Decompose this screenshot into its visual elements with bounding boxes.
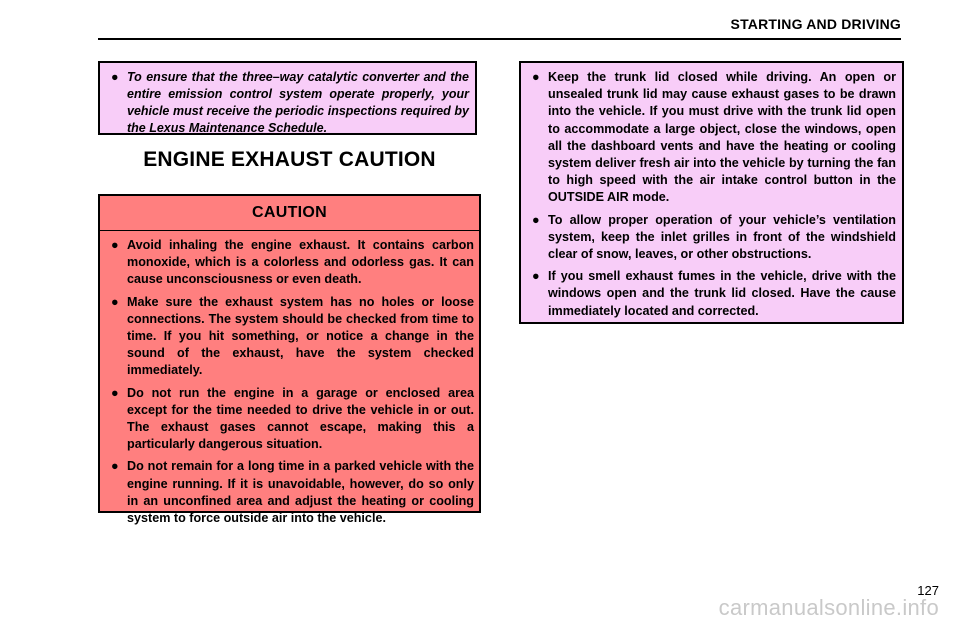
bullet-icon: ● — [111, 385, 119, 400]
list-item — [100, 69, 469, 137]
page-number: 127 — [917, 583, 939, 598]
section-title: ENGINE EXHAUST CAUTION — [143, 148, 436, 171]
emission-note-list — [100, 69, 469, 137]
bullet-icon: ● — [111, 70, 119, 84]
watermark: carmanualsonline.info — [718, 595, 939, 620]
list-item-text: Do not run the engine in a garage or enclosed area except for the time needed to drive the vehicle in or out. The exhaust gases cannot escape, making this a particularly dangerous situation. — [127, 385, 474, 452]
page-header — [98, 14, 901, 40]
list-item — [100, 237, 474, 289]
caution-list — [100, 231, 479, 527]
list-item — [100, 294, 474, 380]
list-item-text: If you smell exhaust fumes in the vehicle, drive with the windows open and the trunk lid closed. Have the cause immediately located and corrected. — [548, 269, 896, 318]
list-item — [100, 385, 474, 454]
exhaust-tips-box — [519, 61, 904, 324]
list-item-text: To allow proper operation of your vehicle’s ventilation system, keep the inlet grilles in front of the windshield clear of snow, leaves, or other obstructions. — [548, 212, 896, 262]
bullet-icon: ● — [111, 238, 119, 252]
caution-box — [98, 194, 481, 526]
bullet-icon: ● — [111, 294, 119, 309]
bullet-icon: ● — [111, 459, 119, 474]
list-item — [521, 268, 896, 320]
caution-heading: CAUTION — [100, 196, 479, 231]
list-item-text: Keep the trunk lid closed while driving. An open or unsealed trunk lid may cause exhaust gases to be drawn into the vehicle. If you must drive with the trunk lid open to accommodate a large object, close the windows, open all the dashboard vents and have the heating or cooling system deliver fresh air into the vehicle by turning the fan to high speed with the air intake control button in the OUTSIDE AIR mode. — [548, 70, 896, 205]
list-item — [521, 212, 896, 264]
list-item-text: Avoid inhaling the engine exhaust. It contains carbon monoxide, which is a colorless and odorless gas. It can cause unconsciousness or even death. — [127, 238, 474, 287]
bullet-icon: ● — [532, 269, 540, 284]
list-item-text: Make sure the exhaust system has no holes or loose connections. The system should be checked from time to time. If you hit something, or notice a change in the sound of the exhaust, have the system checked immediately. — [127, 294, 474, 378]
list-item-text: Do not remain for a long time in a parked vehicle with the engine running. If it is unavoidable, however, do so only in an unconfined area and adjust the heating or cooling system to force outside air into the vehicle. — [127, 459, 474, 526]
list-item — [521, 69, 896, 207]
bullet-icon: ● — [532, 70, 540, 84]
bullet-icon: ● — [532, 212, 540, 227]
exhaust-tips-list — [521, 69, 896, 320]
list-item — [100, 458, 474, 527]
list-item-text: To ensure that the three–way catalytic converter and the entire emission control system operate properly, your vehicle must receive the periodic inspections required by the Lexus Maintenance Schedule. — [127, 70, 469, 135]
header-title: STARTING AND DRIVING — [730, 16, 901, 32]
emission-note-box — [98, 61, 477, 135]
